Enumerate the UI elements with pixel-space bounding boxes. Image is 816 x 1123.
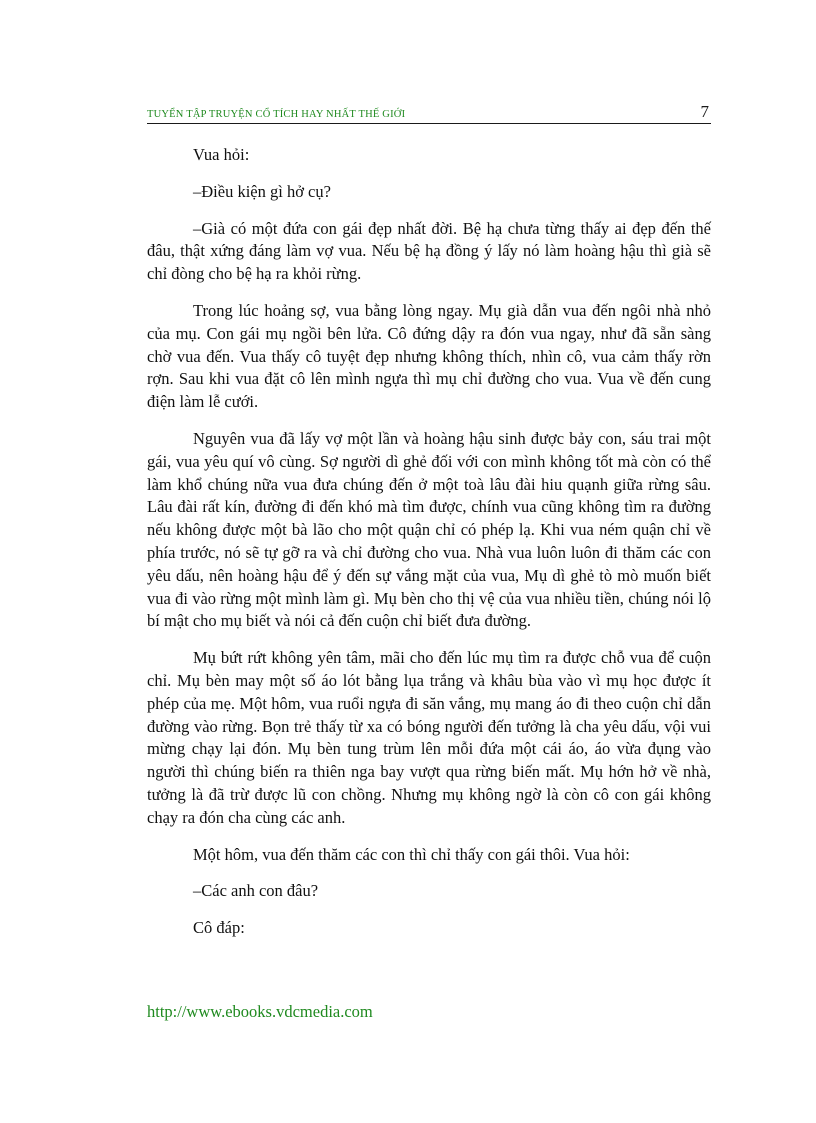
paragraph-4: Trong lúc hoảng sợ, vua bằng lòng ngay. Mụ già dẫn vua đến ngôi nhà nhỏ của mụ. Con gái mụ ngồi bên lửa. Cô đứng dậy ra đón vua ngay, như đã sẵn sàng chờ vua đến. Vua thấy cô tuyệt đẹp nhưng không thích, nhìn cô, vua cảm thấy rờn rợn. Sau khi vua đặt cô lên mình ngựa thì mụ chỉ đường cho vua. Vua về đến cung điện làm lễ cưới. xyxy=(147,300,711,412)
paragraph-6: Mụ bứt rứt không yên tâm, mãi cho đến lúc mụ tìm ra được chỗ vua để cuộn chỉ. Mụ bèn may một số áo lót bằng lụa trắng và khâu bùa vào vì mụ học được ít phép của mẹ. Một hôm, vua ruổi ngựa đi săn vắng, mụ mang áo đi theo cuộn chỉ dẫn đường vào rừng. Bọn trẻ thấy từ xa có bóng người đến tưởng là cha yêu dấu, vội vui mừng chạy lại đón. Mụ bèn tung trùm lên mỗi đứa một cái áo, áo vừa đụng vào người thì chúng biến ra thiên nga bay vượt qua rừng biến mất. Mụ hớn hở về nhà, tưởng là đã trừ được lũ con chồng. Nhưng mụ không ngờ là còn cô con gái không chạy ra đón cha cùng các anh. xyxy=(147,648,711,827)
paragraph-5: Nguyên vua đã lấy vợ một lần và hoàng hậu sinh được bảy con, sáu trai một gái, vua yêu quí vô cùng. Sợ người dì ghẻ đối với con mình không tốt mà còn có thể làm khổ chúng nữa vua đưa chúng đến ở một toà lâu đài hiu quạnh giữa rừng sâu. Lâu đài rất kín, đường đi đến khó mà tìm được, chính vua cũng không tìm ra đường nếu không được một bà lão cho một quận chỉ có phép lạ. Khi vua ném quận chỉ về phía trước, nó sẽ tự gỡ ra và chỉ đường cho vua. Nhà vua luôn luôn đi thăm các con yêu dấu, nên hoàng hậu để ý đến sự vắng mặt của vua, Mụ dì ghẻ tò mò muốn biết vua đi vào rừng một mình làm gì. Mụ bèn cho thị vệ của vua nhiều tiền, chúng nói lộ bí mật cho mụ biết và nói cả đến cuộn chỉ biết đưa đường. xyxy=(147,428,711,631)
page-header xyxy=(147,103,711,124)
story-text xyxy=(147,144,711,954)
book-title: TUYỂN TẬP TRUYỆN CỔ TÍCH HAY NHẤT THẾ GIỚI xyxy=(147,109,406,120)
paragraph-9: Cô đáp: xyxy=(193,918,245,938)
footer-link[interactable]: http://www.ebooks.vdcmedia.com xyxy=(147,1002,373,1021)
paragraph-3: –Già có một đứa con gái đẹp nhất đời. Bệ hạ chưa từng thấy ai đẹp đến thế đâu, thật xứng đáng làm vợ vua. Nếu bệ hạ đồng ý lấy nó làm hoàng hậu thì già sẽ chỉ đòng cho bệ hạ ra khỏi rừng. xyxy=(147,218,711,284)
paragraph-2: –Điều kiện gì hở cụ? xyxy=(193,181,331,201)
paragraph-1: Vua hỏi: xyxy=(193,145,250,164)
page-number: 7 xyxy=(700,102,709,121)
paragraph-8: –Các anh con đâu? xyxy=(193,881,319,901)
paragraph-7: Một hôm, vua đến thăm các con thì chỉ thấy con gái thôi. Vua hỏi: xyxy=(193,844,630,864)
